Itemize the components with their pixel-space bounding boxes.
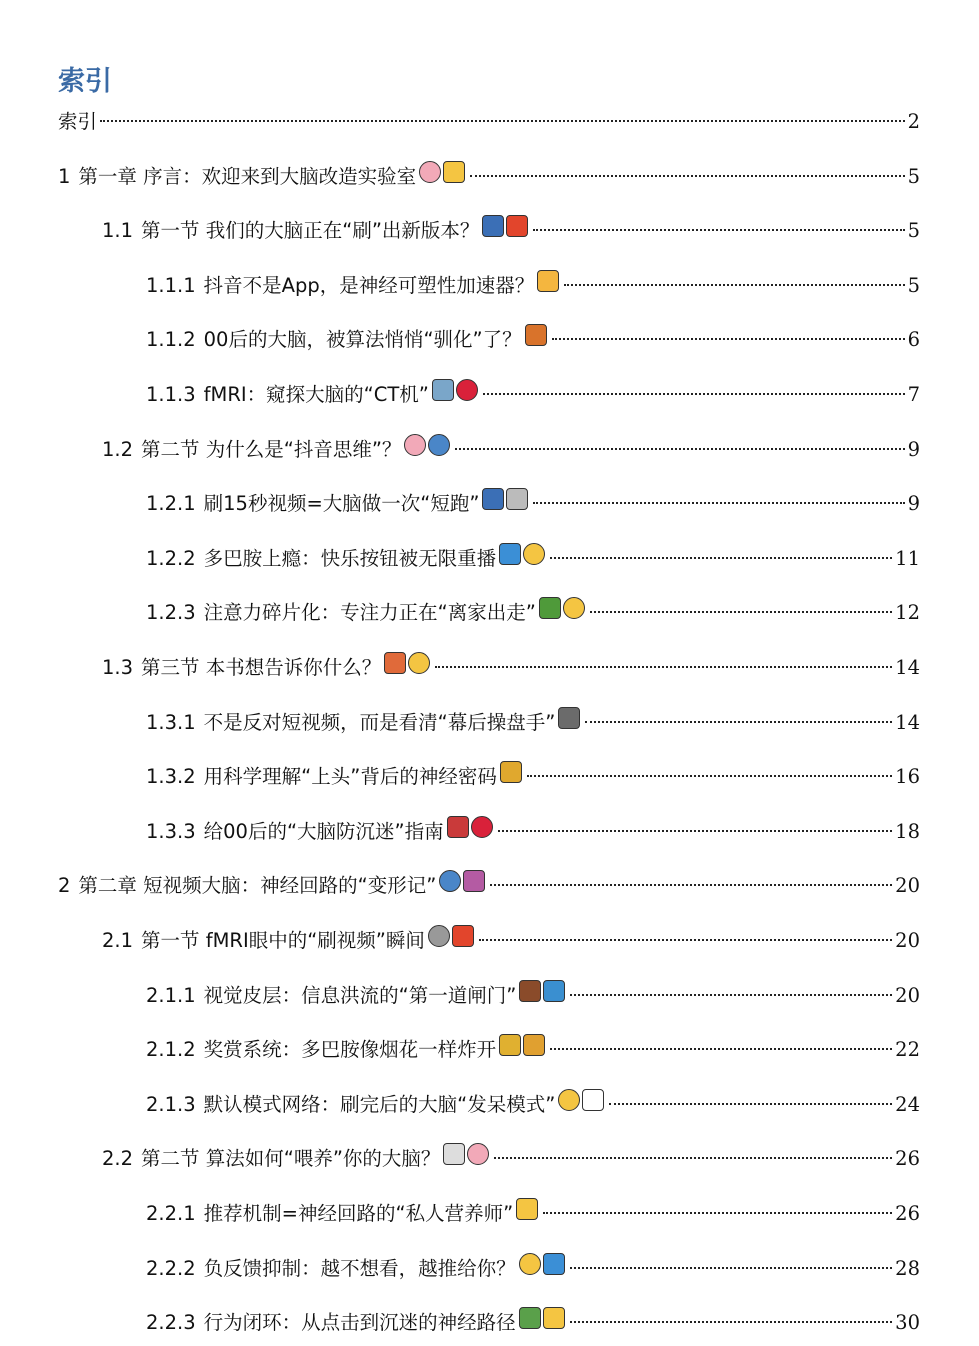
dot-leader (550, 1047, 892, 1050)
dot-leader (498, 829, 893, 832)
toc-entry-number: 2.2 (102, 1147, 134, 1171)
toc-entry-number: 1.1.3 (146, 383, 196, 406)
toc-entry-page-number: 5 (907, 273, 920, 297)
toc-entry-page-number: 6 (907, 328, 920, 352)
toc-entry-number: 1.3.2 (146, 765, 196, 789)
toc-entry[interactable] (58, 868, 920, 904)
toc-entry[interactable] (146, 377, 920, 413)
toc-entry-emoji-group (419, 161, 467, 183)
toc-entry-number: 1.3 (102, 656, 134, 679)
toc-entry-number: 2.1.3 (146, 1092, 196, 1116)
toc-entry-emoji-group (519, 980, 567, 1002)
mobile-phone-icon (482, 215, 504, 237)
dot-leader (570, 1320, 893, 1323)
toc-entry-title: 注意力碎片化：专注力正在“离家出走” (203, 601, 536, 625)
toc-entry-page-number: 20 (895, 929, 920, 952)
toc-entry[interactable] (146, 759, 920, 795)
toc-entry-title: 抖音不是App，是神经可塑性加速器？ (203, 273, 535, 297)
toc-entry-emoji-group (482, 488, 530, 510)
toc-entry-emoji-group (519, 1253, 567, 1275)
toc-entry-page-number: 12 (895, 601, 920, 625)
crying-face-icon (563, 597, 585, 619)
brain-icon (404, 434, 426, 456)
toc-entry-number: 2.1.1 (146, 983, 196, 1007)
toc-entry[interactable] (146, 978, 920, 1014)
toc-entry-number: 1.1.1 (146, 273, 196, 297)
toc-entry-number: 1 (58, 164, 71, 188)
toc-entry-emoji-group (404, 434, 452, 456)
toc-entry-page-number: 22 (895, 1038, 920, 1062)
toc-entry-page-number: 20 (895, 983, 920, 1007)
toc-entry-emoji-group (482, 215, 530, 237)
toc-entry[interactable] (146, 1032, 920, 1068)
detective-icon (558, 707, 580, 729)
dot-leader (543, 1211, 892, 1214)
key-icon (500, 761, 522, 783)
toc-entry[interactable] (146, 1251, 920, 1287)
toc-entry-page-number: 7 (907, 383, 920, 406)
index-heading: 索引 (58, 66, 112, 97)
toc-entry[interactable] (146, 595, 920, 631)
toc-entry-emoji-group (432, 379, 480, 401)
dot-leader (455, 447, 904, 450)
water-wave-icon (543, 980, 565, 1002)
toc-entry-emoji-group (516, 1198, 540, 1220)
toc-entry[interactable] (146, 1305, 920, 1341)
toc-entry-page-number: 16 (895, 765, 920, 789)
dot-leader (100, 119, 905, 122)
toc-entry-emoji-group (443, 1143, 491, 1165)
toc-entry-page-number: 28 (895, 1256, 920, 1280)
toc-entry[interactable] (102, 650, 920, 686)
magnifying-glass-icon (432, 379, 454, 401)
toc-entry[interactable] (146, 705, 920, 741)
toc-entry-page-number: 5 (907, 164, 920, 188)
toc-entry[interactable] (146, 322, 920, 358)
toc-entry-page-number: 24 (895, 1092, 920, 1116)
toc-entry[interactable] (146, 486, 920, 522)
toc-entry[interactable] (102, 923, 920, 959)
toc-entry-title: 00后的大脑，被算法悄悄“驯化”了？ (203, 328, 522, 352)
toc-entry-title: 给00后的“大脑防沉迷”指南 (203, 819, 444, 843)
toc-entry-emoji-group (428, 925, 476, 947)
toc-entry-emoji-group (499, 1034, 547, 1056)
toc-entry-number: 1.2.1 (146, 492, 196, 516)
refresh-icon (543, 1253, 565, 1275)
dot-leader (470, 174, 904, 177)
dot-leader (552, 337, 905, 340)
dash-icon (506, 488, 528, 510)
toc-entry-emoji-group (537, 270, 561, 292)
toc-entry-page-number: 9 (907, 437, 920, 461)
toc-entry-emoji-group (558, 707, 582, 729)
toc-entry-page-number: 5 (907, 219, 920, 243)
puzzle-piece-icon (539, 597, 561, 619)
toc-entry-title: 不是反对短视频，而是看清“幕后操盘手” (203, 710, 556, 734)
toc-entry-emoji-group (499, 543, 547, 565)
red-heart-icon (456, 379, 478, 401)
dot-leader (533, 228, 904, 231)
toc-entry-number: 1.1.2 (146, 328, 196, 352)
toc-entry-number: 2.1.2 (146, 1038, 196, 1062)
toc-entry-emoji-group (447, 816, 495, 838)
toc-entry-title: 第三节 本书想告诉你什么？ (141, 656, 382, 679)
toc-entry[interactable] (146, 1196, 920, 1232)
exploding-head-icon (537, 270, 559, 292)
dna-icon (463, 870, 485, 892)
toc-entry[interactable] (102, 432, 920, 468)
toc-entry-title: 第二节 为什么是“抖音思维”？ (141, 437, 402, 461)
dot-leader (585, 720, 892, 723)
neutral-face-icon (558, 1089, 580, 1111)
collision-icon (506, 215, 528, 237)
toc-entry-title: 推荐机制=神经回路的“私人营养师” (203, 1202, 514, 1225)
toc-entry-title: 负反馈抑制：越不想看，越推给你？ (203, 1256, 516, 1280)
toc-entry-page-number: 26 (895, 1147, 920, 1171)
dot-leader (527, 774, 892, 777)
toc-entry-page-number: 26 (895, 1202, 920, 1225)
dot-leader (533, 501, 904, 504)
brain-icon (467, 1143, 489, 1165)
toc-entry-emoji-group (439, 870, 487, 892)
toc-entry-title: 第二节 算法如何“喂养”你的大脑？ (141, 1147, 441, 1171)
grinning-face-icon (523, 543, 545, 565)
toc-entry[interactable] (146, 814, 920, 850)
dot-leader (550, 556, 892, 559)
toc-entry-title: 第一节 fMRI眼中的“刷视频”瞬间 (141, 929, 425, 952)
books-icon (384, 652, 406, 674)
toc-entry[interactable] (146, 268, 920, 304)
dot-leader (479, 938, 892, 941)
toc-entry-title: 行为闭环：从点击到沉迷的神经路径 (203, 1311, 516, 1335)
toc-entry-page-number: 14 (895, 710, 920, 734)
toc-entry-title: 刷15秒视频=大脑做一次“短跑” (203, 492, 480, 516)
toc-entry-number: 1.1 (102, 219, 134, 243)
dot-leader (570, 993, 892, 996)
toc-entry-number: 2.2.2 (146, 1256, 196, 1280)
toc-entry[interactable] (102, 1141, 920, 1177)
toc-entry-page-number: 11 (895, 546, 920, 570)
toc-entry-page-number: 14 (895, 656, 920, 679)
toc-entry-title: 第二章 短视频大脑：神经回路的“变形记” (78, 874, 437, 898)
light-bulb-icon (408, 652, 430, 674)
cyclone-icon (439, 870, 461, 892)
toc-entry[interactable] (102, 213, 920, 249)
fork-and-knife-plate-icon (443, 1143, 465, 1165)
toc-entry-emoji-group (558, 1089, 606, 1111)
toc-entry-number: 1.2.3 (146, 601, 196, 625)
screaming-face-icon (519, 1253, 541, 1275)
sparkles-icon (443, 161, 465, 183)
mending-heart-icon (471, 816, 493, 838)
dot-leader (483, 392, 905, 395)
toc-entry-title: 视觉皮层：信息洪流的“第一道闸门” (203, 983, 517, 1007)
toc-entry-emoji-group (384, 652, 432, 674)
toc-entry-number: 1.3.1 (146, 710, 196, 734)
dot-leader (490, 883, 892, 886)
toc-entry[interactable] (146, 1087, 920, 1123)
runner-icon (482, 488, 504, 510)
toc-entry-number: 2 (58, 874, 71, 898)
dot-leader (564, 283, 904, 286)
toc-entry-emoji-group (519, 1307, 567, 1329)
toc-entry-page-number: 18 (895, 819, 920, 843)
toc-entry[interactable] (58, 104, 920, 140)
toc-entry-title: 第一节 我们的大脑正在“刷”出新版本？ (141, 219, 480, 243)
toc-entry-page-number: 9 (907, 492, 920, 516)
toc-entry[interactable] (146, 541, 920, 577)
paw-prints-icon (525, 324, 547, 346)
dot-leader (609, 1102, 892, 1105)
lock-icon (543, 1307, 565, 1329)
cyclone-icon (428, 434, 450, 456)
toc-entry-number: 2.2.3 (146, 1311, 196, 1335)
toc-entry-title: 第一章 序言：欢迎来到大脑改造实验室 (78, 164, 417, 188)
toc-entry-title: 多巴胺上瘾：快乐按钮被无限重播 (203, 546, 497, 570)
repeat-icon (499, 543, 521, 565)
toc-entry-title: 默认模式网络：刷完后的大脑“发呆模式” (203, 1092, 556, 1116)
fireworks-icon (499, 1034, 521, 1056)
toc-entry-page-number: 20 (895, 874, 920, 898)
table-of-contents (0, 104, 979, 1334)
toc-entry[interactable] (58, 159, 920, 195)
map-icon (519, 1307, 541, 1329)
shield-icon (447, 816, 469, 838)
collision-icon (452, 925, 474, 947)
toc-entry-number: 1.3.3 (146, 819, 196, 843)
toc-entry-page-number: 2 (907, 110, 920, 133)
toc-entry-number: 2.2.1 (146, 1202, 196, 1225)
dot-leader (570, 1266, 893, 1269)
dot-leader (494, 1156, 892, 1159)
toc-entry-emoji-group (539, 597, 587, 619)
door-icon (519, 980, 541, 1002)
toc-entry-title: 索引 (58, 110, 98, 133)
eye-icon (428, 925, 450, 947)
cook-icon (516, 1198, 538, 1220)
toc-entry-page-number: 30 (895, 1311, 920, 1335)
brain-icon (419, 161, 441, 183)
toc-entry-number: 1.2.2 (146, 546, 196, 570)
toc-entry-title: 用科学理解“上头”背后的神经密码 (203, 765, 497, 789)
dot-leader (435, 665, 892, 668)
speech-balloon-icon (582, 1089, 604, 1111)
toc-entry-title: fMRI：窥探大脑的“CT机” (203, 383, 429, 406)
toc-entry-emoji-group (500, 761, 524, 783)
party-popper-icon (523, 1034, 545, 1056)
toc-entry-number: 2.1 (102, 929, 134, 952)
dot-leader (590, 610, 892, 613)
toc-entry-emoji-group (525, 324, 549, 346)
toc-entry-title: 奖赏系统：多巴胺像烟花一样炸开 (203, 1038, 497, 1062)
toc-entry-number: 1.2 (102, 437, 134, 461)
